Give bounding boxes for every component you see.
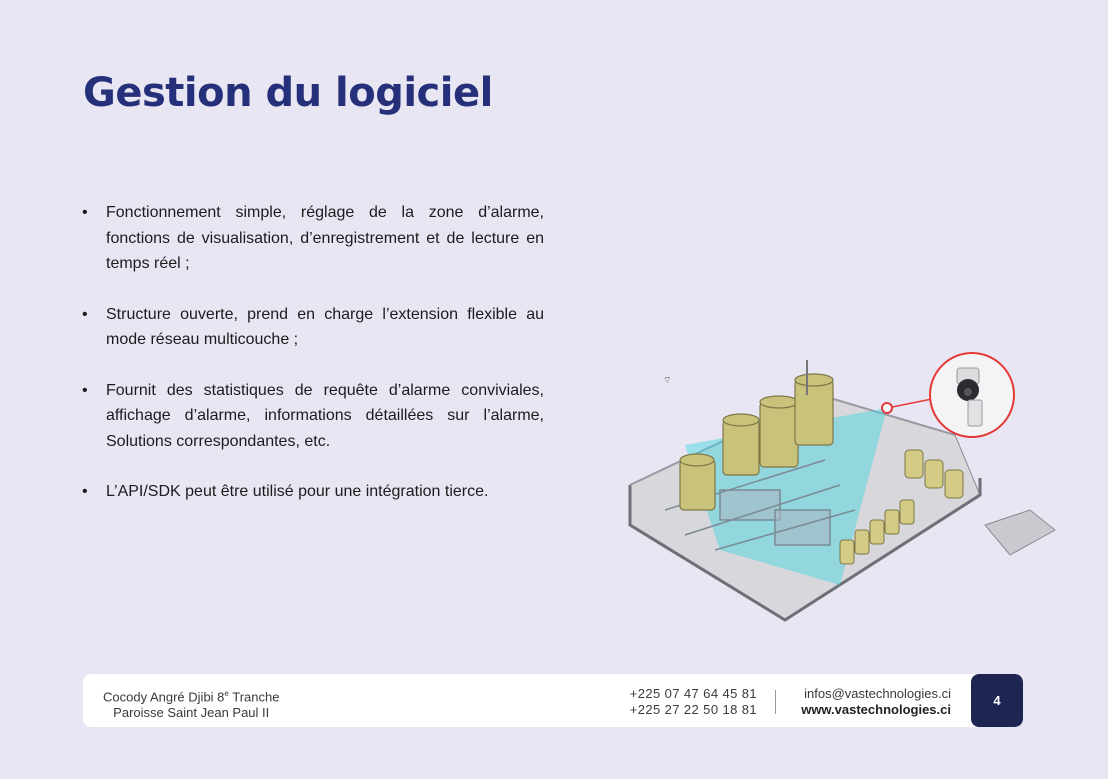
list-item: [82, 378, 544, 455]
address-line-2: Paroisse Saint Jean Paul II: [113, 704, 270, 720]
page-title: Gestion du logiciel: [83, 70, 493, 116]
list-item-text: Fournit des statistiques de requête d’alarme conviviales, affichage d’alarme, informations détaillées sur l’alarme, Solutions correspondantes, etc.: [106, 381, 544, 450]
page-number: 4: [971, 674, 1023, 727]
phone-number-1[interactable]: +225 07 47 64 45 81: [629, 686, 757, 701]
footer-bar: [83, 674, 1023, 727]
bullet-icon: •: [82, 204, 88, 221]
list-item-text: Fonctionnement simple, réglage de la zone d’alarme, fonctions de visualisation, d’enregistrement et de lecture en temps réel ;: [106, 204, 544, 272]
list-item: [82, 200, 544, 277]
camera-marker: [882, 403, 892, 413]
contact-block: [801, 686, 951, 717]
phone-block: [630, 686, 757, 717]
address-line-1: Cocody Angré Djibi 8e Tranche: [103, 689, 280, 705]
plant-surveillance-illustration: [625, 350, 1057, 625]
bird-icon: ⌔: [663, 376, 672, 386]
dome-camera-icon: [957, 368, 979, 401]
control-box: [968, 400, 982, 426]
bullet-icon: •: [82, 381, 88, 399]
email-link[interactable]: infos@vastechnologies.ci: [804, 686, 951, 701]
list-item: [82, 479, 544, 505]
ramp: [985, 510, 1055, 555]
list-item-text: L’API/SDK peut être utilisé pour une intégration tierce.: [106, 483, 489, 500]
address-block: [103, 686, 279, 720]
bullet-icon: •: [82, 305, 88, 323]
phone-number-2[interactable]: +225 27 22 50 18 81: [629, 701, 757, 717]
divider: [775, 690, 776, 714]
list-item: [82, 302, 544, 353]
list-item-text: Structure ouverte, prend en charge l’extension flexible au mode réseau multicouche ;: [106, 305, 544, 348]
bullet-icon: •: [82, 483, 88, 500]
website-link[interactable]: www.vastechnologies.ci: [801, 701, 951, 717]
feature-list: [82, 200, 544, 530]
